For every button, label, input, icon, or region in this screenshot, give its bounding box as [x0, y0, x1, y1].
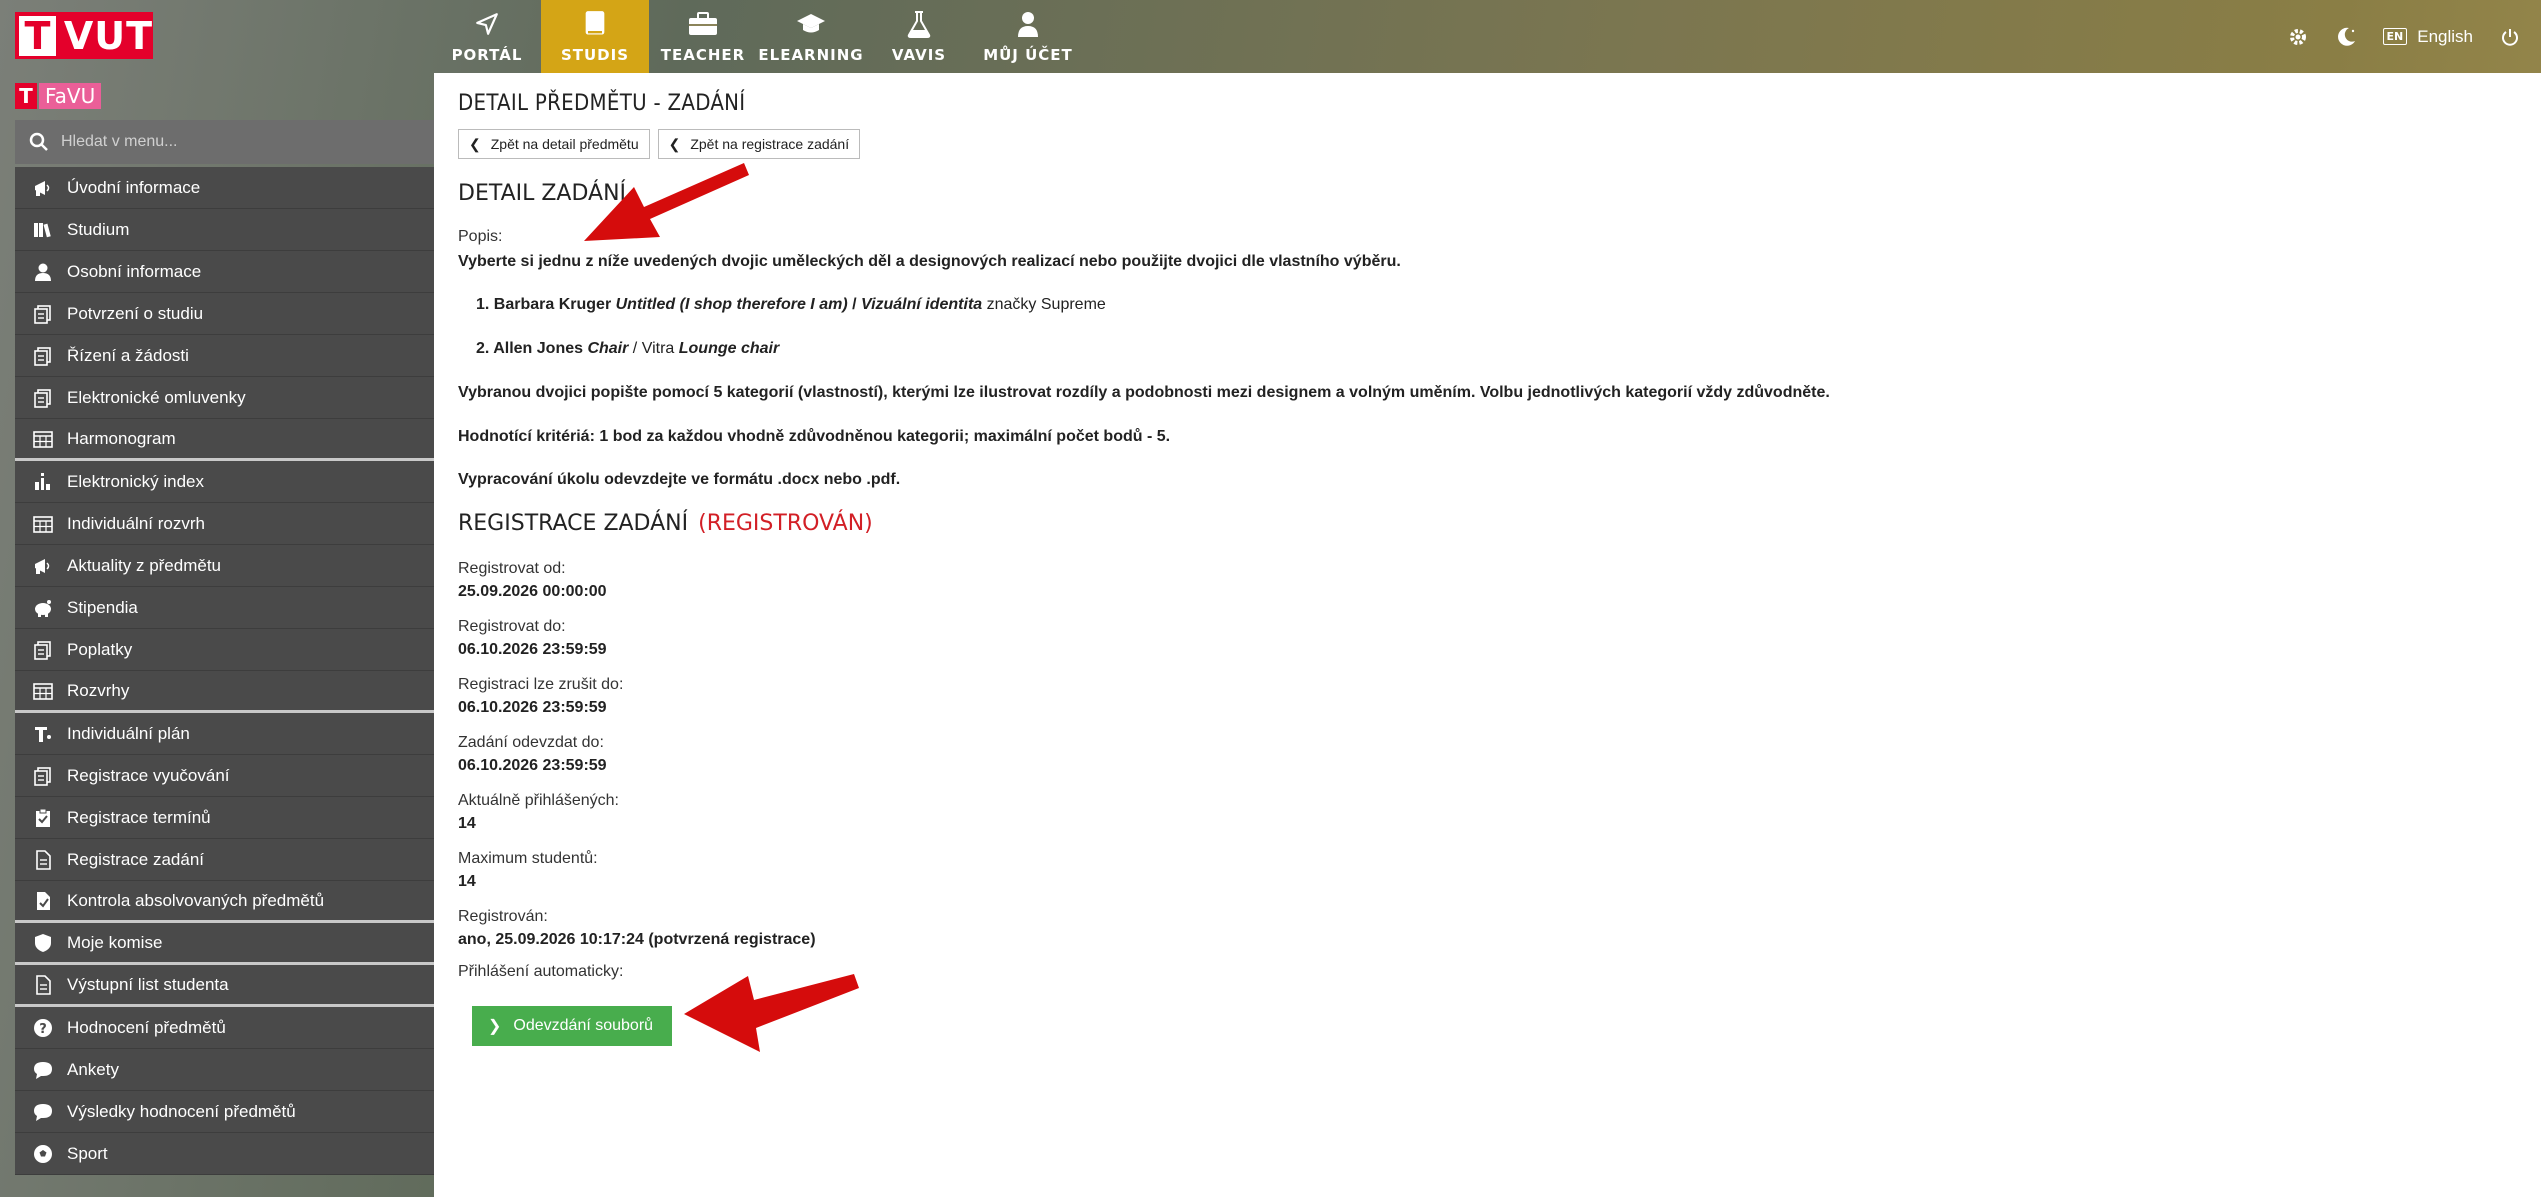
- sidebar-item[interactable]: [15, 671, 434, 713]
- document-stack-icon: [33, 304, 53, 324]
- sidebar-item[interactable]: [15, 797, 434, 839]
- document-stack-icon: [33, 346, 53, 366]
- sidebar-item[interactable]: [15, 335, 434, 377]
- books-icon: [33, 220, 53, 240]
- graduation-cap-icon: [795, 9, 827, 39]
- nav-label: TEACHER: [660, 46, 746, 64]
- field-label: Aktuálně přihlášených:: [458, 792, 619, 809]
- top-right-controls: [2287, 0, 2522, 73]
- sidebar-item-label: Potvrzení o studiu: [67, 303, 204, 323]
- search-input[interactable]: [61, 133, 421, 151]
- sidebar-item[interactable]: [15, 167, 434, 209]
- nav-label: MŮJ ÚČET: [983, 46, 1073, 64]
- document-stack-icon: [33, 388, 53, 408]
- field-value: 06.10.2026 23:59:59: [458, 641, 607, 658]
- index-icon: [33, 472, 53, 492]
- clipboard-check-icon: [33, 808, 53, 828]
- sidebar-item-label: Moje komise: [67, 932, 163, 952]
- chevron-right-icon: ❯: [488, 1018, 502, 1035]
- faculty-logo[interactable]: [15, 83, 105, 109]
- vut-logo-t-icon: T: [19, 16, 56, 56]
- document-check-icon: [33, 891, 53, 911]
- document-stack-icon: [33, 640, 53, 660]
- nav-muj-ucet[interactable]: [973, 0, 1083, 73]
- language-label: English: [2417, 26, 2473, 46]
- list-item: 2. Allen Jones Chair / Vitra Lounge chair: [476, 340, 780, 357]
- sidebar-item-label: Studium: [67, 219, 130, 239]
- power-icon[interactable]: [2499, 26, 2521, 48]
- back-buttons: [458, 129, 860, 159]
- nav-label: VAVIS: [891, 46, 947, 64]
- chat-icon: [33, 1102, 53, 1122]
- nav-elearning[interactable]: [757, 0, 865, 73]
- field-value: 06.10.2026 23:59:59: [458, 699, 607, 716]
- auto-login-label: Přihlášení automaticky:: [458, 963, 624, 980]
- list-item: 1. Barbara Kruger Untitled (I shop therefore I am) / Vizuální identita značky Supreme: [476, 296, 1106, 313]
- plan-icon: [33, 724, 53, 744]
- field-value: 25.09.2026 00:00:00: [458, 583, 607, 600]
- chat-icon: [33, 1060, 53, 1080]
- sidebar: [15, 73, 434, 1197]
- sidebar-item-label: Registrace termínů: [67, 807, 211, 827]
- sidebar-item-label: Výstupní list studenta: [67, 974, 229, 994]
- sidebar-item[interactable]: [15, 209, 434, 251]
- nav-portal[interactable]: [433, 0, 541, 73]
- submit-files-button[interactable]: [472, 1006, 672, 1046]
- sidebar-item-label: Sport: [67, 1143, 108, 1163]
- sidebar-item-label: Individuální plán: [67, 723, 190, 743]
- field-value: ano, 25.09.2026 10:17:24 (potvrzená registrace): [458, 931, 816, 948]
- sidebar-item[interactable]: [15, 1049, 434, 1091]
- sidebar-item-label: Ankety: [67, 1059, 119, 1079]
- sidebar-item[interactable]: [15, 923, 434, 965]
- field-label: Registrovat od:: [458, 560, 566, 577]
- sidebar-item-label: Registrace vyučování: [67, 765, 230, 785]
- field-label: Registrovat do:: [458, 618, 566, 635]
- sidebar-item-label: Elektronické omluvenky: [67, 387, 246, 407]
- briefcase-icon: [687, 9, 719, 39]
- detail-heading: DETAIL ZADÁNÍ: [458, 181, 627, 206]
- sidebar-item-label: Elektronický index: [67, 471, 205, 491]
- back-to-detail-button[interactable]: [458, 129, 650, 159]
- submit-files-label: Odevzdání souborů: [513, 1017, 654, 1034]
- sidebar-item[interactable]: [15, 461, 434, 503]
- top-bar: [0, 0, 2541, 73]
- sidebar-item[interactable]: [15, 251, 434, 293]
- description-intro: Vyberte si jednu z níže uvedených dvojic uměleckých děl a designových realizací nebo použijte dvojici dle vlastního výběru.: [458, 253, 1401, 270]
- vut-logo[interactable]: [15, 12, 153, 59]
- sidebar-item[interactable]: [15, 1007, 434, 1049]
- main-nav: [433, 0, 1083, 73]
- question-icon: [33, 1018, 53, 1038]
- back-to-registration-button[interactable]: [658, 129, 861, 159]
- field-label: Registraci lze zrušit do:: [458, 676, 624, 693]
- sidebar-item[interactable]: [15, 713, 434, 755]
- moon-icon[interactable]: [2335, 26, 2357, 48]
- sidebar-item[interactable]: [15, 377, 434, 419]
- field-label: Zadání odevzdat do:: [458, 734, 604, 751]
- user-icon: [1012, 9, 1044, 39]
- field-value: 14: [458, 873, 476, 890]
- ball-icon: [33, 1144, 53, 1164]
- page-title: DETAIL PŘEDMĚTU - ZADÁNÍ: [458, 91, 746, 116]
- svg-text:?: ?: [39, 1021, 47, 1037]
- user-icon: [33, 262, 53, 282]
- calendar-icon: [33, 681, 53, 701]
- calendar-icon: [33, 429, 53, 449]
- sidebar-item-label: Hodnocení předmětů: [67, 1017, 226, 1037]
- menu-search: [15, 120, 434, 164]
- sidebar-item-label: Harmonogram: [67, 428, 176, 448]
- registration-heading: REGISTRACE ZADÁNÍ (REGISTROVÁN): [458, 511, 873, 536]
- shield-icon: [33, 933, 53, 953]
- sidebar-item[interactable]: [15, 419, 434, 461]
- vut-logo-text: VUT: [63, 13, 153, 58]
- faculty-name: FaVU: [39, 83, 101, 109]
- sidebar-item[interactable]: [15, 293, 434, 335]
- description-label: Popis:: [458, 228, 503, 245]
- assignment-paragraph-3: Vypracování úkolu odevzdejte ve formátu .docx nebo .pdf.: [458, 471, 901, 488]
- assignment-paragraph-2: Hodnotící kritériá: 1 bod za každou vhodně zdůvodněnou kategorii; maximální počet bodů - 5.: [458, 428, 1171, 445]
- registration-status: (REGISTROVÁN): [698, 511, 873, 536]
- megaphone-icon: [33, 556, 53, 576]
- document-stack-icon: [33, 766, 53, 786]
- sidebar-item-label: Řízení a žádosti: [67, 345, 189, 365]
- field-value: 06.10.2026 23:59:59: [458, 757, 607, 774]
- chevron-left-icon: ❮: [469, 135, 481, 152]
- sidebar-item-label: Osobní informace: [67, 261, 202, 281]
- chevron-left-icon: ❮: [668, 135, 681, 152]
- annotation-arrow-icon: [684, 966, 864, 1056]
- sidebar-item[interactable]: [15, 587, 434, 629]
- nav-label: STUDIS: [560, 46, 630, 64]
- sidebar-item-label: Registrace zadání: [67, 849, 205, 869]
- sidebar-item-label: Kontrola absolvovaných předmětů: [67, 890, 325, 910]
- field-label: Registrován:: [458, 908, 548, 925]
- back-to-detail-label: Zpět na detail předmětu: [490, 136, 639, 152]
- gear-icon[interactable]: [2287, 26, 2309, 48]
- nav-label: ELEARNING: [758, 46, 864, 64]
- sidebar-item[interactable]: [15, 755, 434, 797]
- sidebar-item-label: Výsledky hodnocení předmětů: [67, 1101, 296, 1121]
- language-badge: EN: [2383, 28, 2408, 45]
- sidebar-item-label: Stipendia: [67, 597, 138, 617]
- sidebar-item[interactable]: [15, 839, 434, 881]
- nav-vavis[interactable]: [865, 0, 973, 73]
- back-to-registration-label: Zpět na registrace zadání: [690, 136, 850, 152]
- flask-icon: [903, 9, 935, 39]
- field-value: 14: [458, 815, 476, 832]
- piggy-bank-icon: [33, 598, 53, 618]
- sidebar-item[interactable]: [15, 1133, 434, 1175]
- faculty-logo-t-icon: T: [15, 83, 37, 109]
- sidebar-item[interactable]: [15, 1091, 434, 1133]
- nav-teacher[interactable]: [649, 0, 757, 73]
- sidebar-item-label: Rozvrhy: [67, 680, 130, 700]
- sidebar-item[interactable]: [15, 881, 434, 923]
- sidebar-item[interactable]: [15, 965, 434, 1007]
- document-icon: [33, 850, 53, 870]
- assignment-paragraph-1: Vybranou dvojici popište pomocí 5 kategorií (vlastností), kterými lze ilustrovat rozdíly a podobnosti mezi designem a volným uměním. Volbu jednotlivých kategorií vždy zdůvodněte.: [458, 384, 1830, 401]
- paper-plane-icon: [471, 9, 503, 39]
- sidebar-item-label: Aktuality z předmětu: [67, 555, 222, 575]
- sidebar-item[interactable]: [15, 629, 434, 671]
- nav-studis[interactable]: [541, 0, 649, 73]
- sidebar-item-label: Úvodní informace: [67, 177, 201, 197]
- language-switch[interactable]: [2383, 27, 2474, 47]
- sidebar-menu: [15, 167, 434, 1175]
- search-icon: [29, 132, 49, 152]
- sidebar-item-label: Individuální rozvrh: [67, 513, 205, 533]
- document-icon: [33, 975, 53, 995]
- annotation-arrow-icon: [584, 161, 754, 251]
- sidebar-item-label: Poplatky: [67, 639, 133, 659]
- megaphone-icon: [33, 178, 53, 198]
- sidebar-item[interactable]: [15, 503, 434, 545]
- sidebar-item[interactable]: [15, 545, 434, 587]
- field-label: Maximum studentů:: [458, 850, 598, 867]
- book-icon: [579, 9, 611, 39]
- nav-label: PORTÁL: [451, 46, 523, 64]
- calendar-icon: [33, 514, 53, 534]
- main-content: [434, 73, 2541, 1197]
